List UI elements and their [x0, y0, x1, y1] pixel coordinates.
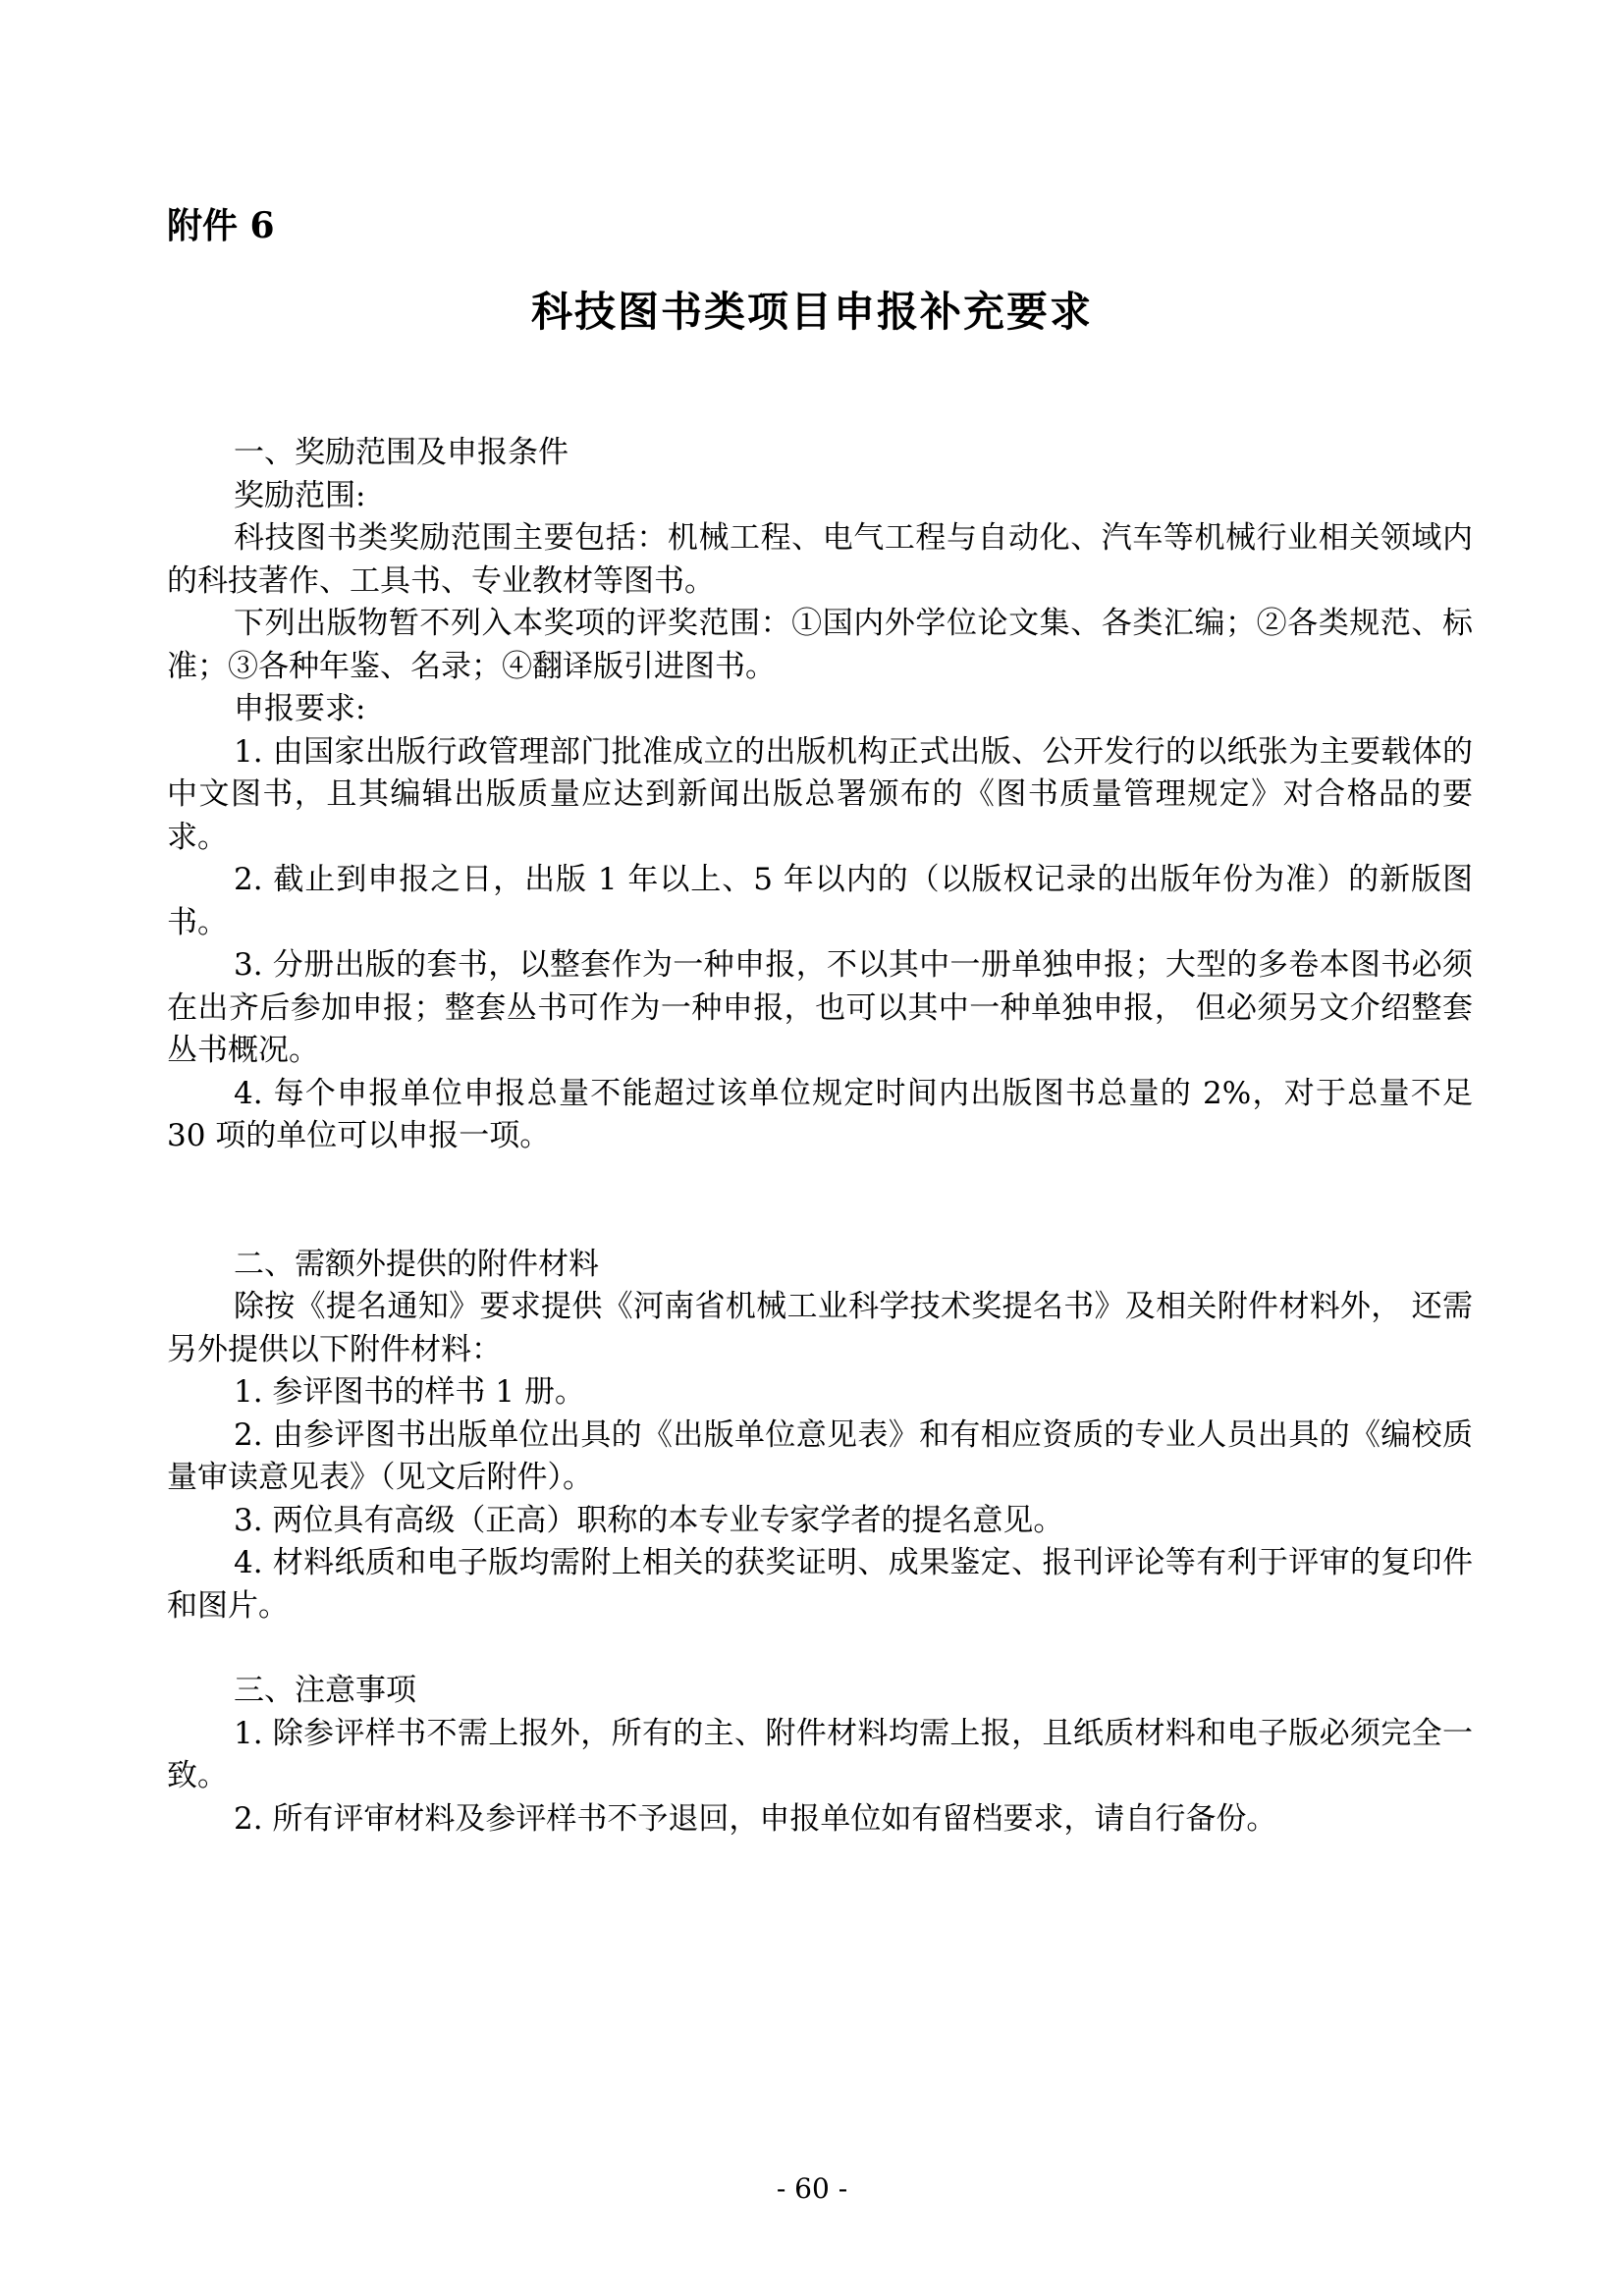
requirement-item: 1. 由国家出版行政管理部门批准成立的出版机构正式出版、公开发行的以纸张为主要载体的中文图书，且其编辑出版质量应达到新闻出版总署颁布的《图书质量管理规定》对合格品的要求。	[167, 733, 1473, 855]
note-item: 1. 除参评样书不需上报外，所有的主、附件材料均需上报，且纸质材料和电子版必须完全一致。	[167, 1715, 1473, 1793]
scope-paragraph: 科技图书类奖励范围主要包括：机械工程、电气工程与自动化、汽车等机械行业相关领域内的科技著作、工具书、专业教材等图书。	[167, 520, 1473, 599]
section-heading-scope: 一、奖励范围及申报条件	[234, 435, 568, 470]
attachment-item: 2. 由参评图书出版单位出具的《出版单位意见表》和有相应资质的专业人员出具的《编校质量审读意见表》（见文后附件）。	[167, 1416, 1473, 1495]
attachment-item: 3. 两位具有高级（正高）职称的本专业专家学者的提名意见。	[234, 1502, 1064, 1538]
section-heading-notes: 三、注意事项	[234, 1673, 416, 1708]
requirement-item: 2. 截止到申报之日，出版 1 年以上、5 年以内的（以版权记录的出版年份为准）的新版图书。	[167, 862, 1473, 940]
attachment-item: 1. 参评图书的样书 1 册。	[234, 1374, 585, 1410]
requirements-label: 申报要求:	[234, 691, 366, 726]
document-body	[167, 432, 1473, 1841]
requirement-item: 3. 分册出版的套书，以整套作为一种申报，不以其中一册单独申报；大型的多卷本图书必须在出齐后参加申报；整套丛书可作为一种申报，也可以其中一种单独申报， 但必须另文介绍整套丛书概况。	[167, 947, 1473, 1068]
section-heading-attachments: 二、需额外提供的附件材料	[234, 1246, 599, 1282]
scope-label: 奖励范围:	[234, 477, 366, 513]
section-spacer	[167, 1628, 1473, 1670]
requirement-item: 4. 每个申报单位申报总量不能超过该单位规定时间内出版图书总量的 2%，对于总量不足 30 项的单位可以申报一项。	[167, 1075, 1473, 1153]
attachments-intro: 除按《提名通知》要求提供《河南省机械工业科学技术奖提名书》及相关附件材料外， 还需另外提供以下附件材料：	[167, 1289, 1473, 1367]
exclusion-paragraph: 下列出版物暂不列入本奖项的评奖范围：①国内外学位论文集、各类汇编；②各类规范、标准；③各种年鉴、名录；④翻译版引进图书。	[167, 606, 1473, 684]
document-title: 科技图书类项目申报补充要求	[530, 288, 1093, 336]
note-item: 2. 所有评审材料及参评样书不予退回，申报单位如有留档要求，请自行备份。	[234, 1800, 1277, 1837]
page-number: - 60 -	[776, 2172, 848, 2205]
attachment-item: 4. 材料纸质和电子版均需附上相关的获奖证明、成果鉴定、报刊评论等有利于评审的复印件和图片。	[167, 1545, 1473, 1624]
section-spacer	[167, 1158, 1473, 1244]
attachment-label: 附件 6	[167, 205, 275, 246]
